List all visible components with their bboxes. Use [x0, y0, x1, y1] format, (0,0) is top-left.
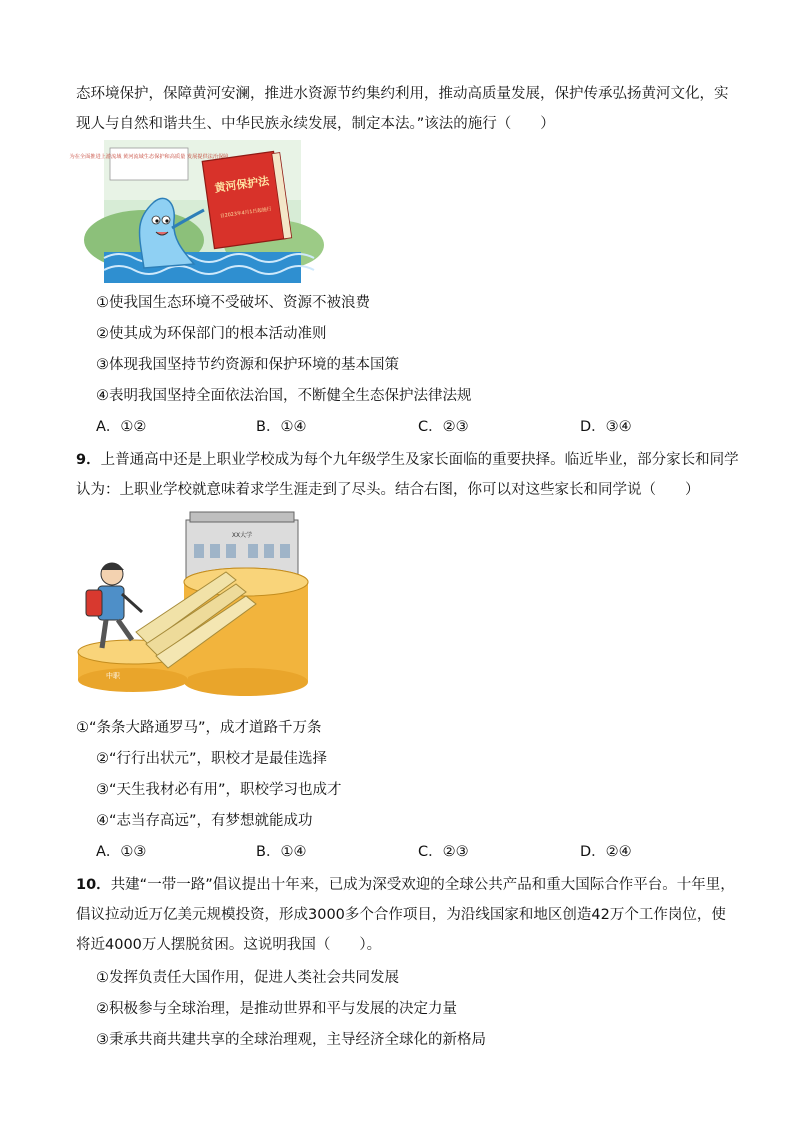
- q9-choice-b[interactable]: B．①④: [256, 844, 307, 860]
- q10-statement-2: ②积极参与全球治理，是推动世界和平与发展的决定力量: [96, 1001, 457, 1017]
- q8-statement-3: ③体现我国坚持节约资源和保护环境的基本国策: [96, 357, 399, 373]
- q9-statement-4: ④“志当存高远”，有梦想就能成功: [96, 813, 313, 829]
- q9-choice-a[interactable]: A．①③: [96, 844, 147, 860]
- q9-statement-2: ②“行行出状元”，职校才是最佳选择: [96, 751, 328, 767]
- q9-vocational-path-cartoon: [76, 512, 326, 697]
- q9-number: 9．: [76, 452, 101, 468]
- q8-figure-banner: 为在全面推进上游流域 黄河流域生态保护和高质量 发展提供法治保障: [69, 154, 229, 160]
- q8-statement-1: ①使我国生态环境不受破坏、资源不被浪费: [96, 295, 370, 311]
- q10-text-1: 共建“一带一路”倡议提出十年来，已成为深受欢迎的全球公共产品和重大国际合作平台。十年里，: [110, 877, 735, 893]
- q10-text-line-2: 倡议拉动近万亿美元规模投资，形成3000多个合作项目，为沿线国家和地区创造42万个工作岗位，使: [76, 907, 726, 923]
- q9-statement-1: ①“条条大路通罗马”，成才道路千万条: [76, 720, 322, 736]
- q8-yellow-river-law-cartoon: [69, 140, 301, 283]
- q9-choice-c[interactable]: C．②③: [418, 844, 469, 860]
- q9-text-1: 上普通高中还是上职业学校成为每个九年级学生及家长面临的重要抉择。临近毕业，部分家长和同学: [100, 452, 739, 468]
- q8-statement-2: ②使其成为环保部门的根本活动准则: [96, 326, 327, 342]
- q9-text-line-1: [76, 448, 739, 469]
- q10-text-line-1: [76, 873, 735, 894]
- q10-statement-3: ③秉承共商共建共享的全球治理观，主导经济全球化的新格局: [96, 1032, 486, 1048]
- q8-choice-a[interactable]: A．①②: [96, 419, 147, 435]
- q8-choice-d[interactable]: D．③④: [580, 419, 632, 435]
- q9-figure-building-label: XX大学: [231, 532, 253, 539]
- q8-choice-c[interactable]: C．②③: [418, 419, 469, 435]
- q9-text-line-2: 认为：上职业学校就意味着求学生涯走到了尽头。结合右图，你可以对这些家长和同学说（ ）: [76, 482, 700, 498]
- q9-choice-d[interactable]: D．②④: [580, 844, 632, 860]
- q8-statement-4: ④表明我国坚持全面依法治国，不断健全生态保护法律法规: [96, 388, 472, 404]
- q10-statement-1: ①发挥负责任大国作用，促进人类社会共同发展: [96, 970, 399, 986]
- q10-text-line-3: 将近4000万人摆脱贫困。这说明我国（ ）。: [76, 937, 382, 953]
- q8-choice-b[interactable]: B．①④: [256, 419, 307, 435]
- q10-number: 10．: [76, 877, 111, 893]
- q8-figure-book-subtitle: 自2023年4月1日起施行: [219, 207, 272, 220]
- q8-text-line-1: 态环境保护，保障黄河安澜，推进水资源节约集约利用，推动高质量发展，保护传承弘扬黄河文化，实: [76, 86, 729, 102]
- q9-figure-base-label: 中职: [106, 672, 120, 680]
- q8-text-line-2: 现人与自然和谐共生、中华民族永续发展，制定本法。”该法的施行（ ）: [76, 116, 555, 132]
- q8-figure-book-title: 黄河保护法: [213, 174, 270, 195]
- q9-statement-3: ③“天生我材必有用”，职校学习也成才: [96, 782, 342, 798]
